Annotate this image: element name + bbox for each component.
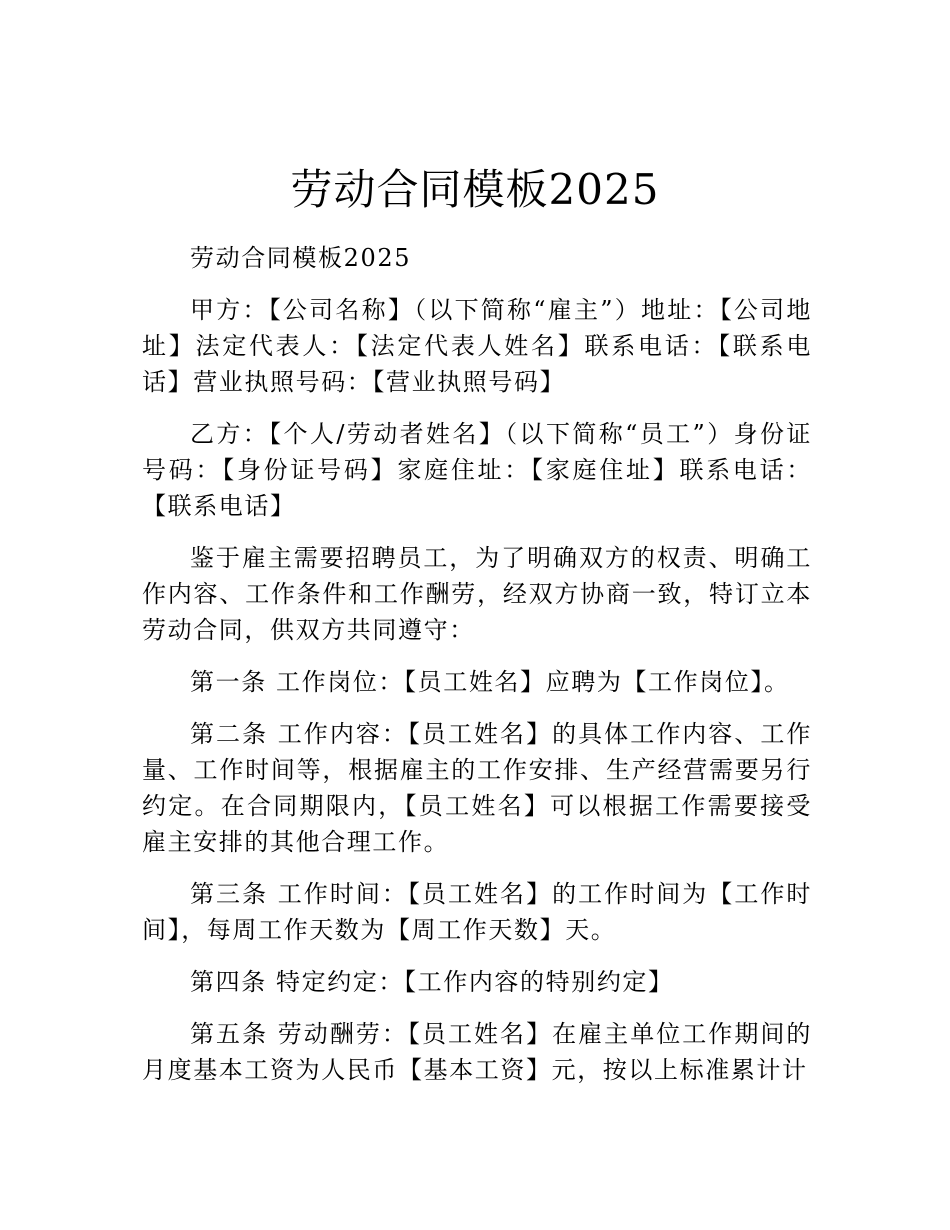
document-title: 劳动合同模板2025 <box>290 165 660 214</box>
paragraph-article-1: 第一条 工作岗位：【员工姓名】应聘为【工作岗位】。 <box>190 668 790 696</box>
paragraph-party-b: 乙方：【个人/劳动者姓名】（以下简称“员工”）身份证号码：【身份证号码】家庭住址：【家庭住址】联系电话：【联系电话】 <box>142 420 812 520</box>
document-body <box>142 240 812 1104</box>
paragraph-subtitle: 劳动合同模板2025 <box>190 244 412 272</box>
paragraph-preamble: 鉴于雇主需要招聘员工，为了明确双方的权责、明确工作内容、工作条件和工作酬劳，经双方协商一致，特订立本劳动合同，供双方共同遵守： <box>142 544 812 644</box>
paragraph-article-3: 第三条 工作时间：【员工姓名】的工作时间为【工作时间】，每周工作天数为【周工作天数】天。 <box>142 880 812 944</box>
paragraph-article-4: 第四条 特定约定：【工作内容的特别约定】 <box>190 968 674 996</box>
paragraph-article-2: 第二条 工作内容：【员工姓名】的具体工作内容、工作量、工作时间等，根据雇主的工作安排、生产经营需要另行约定。在合同期限内，【员工姓名】可以根据工作需要接受雇主安排的其他合理工作。 <box>142 720 812 856</box>
paragraph-article-5: 第五条 劳动酬劳：【员工姓名】在雇主单位工作期间的月度基本工资为人民币【基本工资】元，按以上标准累计计 <box>142 1020 812 1084</box>
paragraph-party-a: 甲方：【公司名称】（以下简称“雇主”）地址：【公司地址】法定代表人：【法定代表人姓名】联系电话：【联系电话】营业执照号码：【营业执照号码】 <box>142 296 812 396</box>
